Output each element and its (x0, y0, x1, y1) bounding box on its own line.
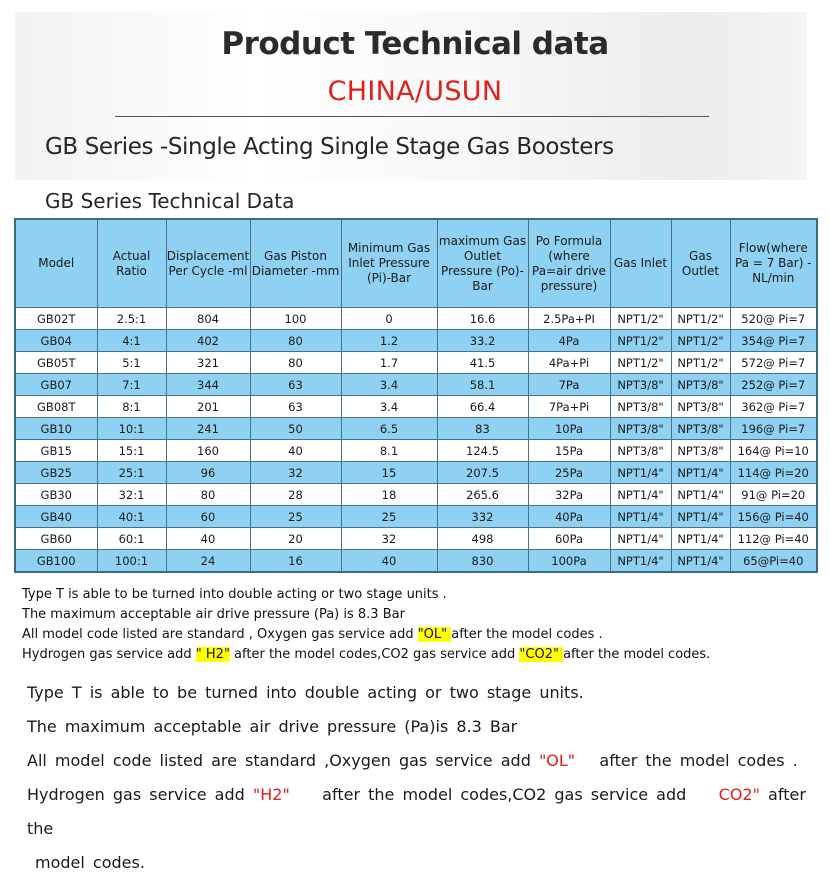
table-cell: GB07 (15, 374, 97, 396)
table-cell: 60Pa (528, 528, 610, 550)
note-text: All model code listed are standard , Oxygen gas service add (22, 627, 418, 642)
table-cell: 40:1 (97, 506, 166, 528)
table-cell: NPT3/8" (610, 374, 671, 396)
table-cell: GB25 (15, 462, 97, 484)
table-cell: 16.6 (437, 308, 528, 330)
note-text: after the model codes,CO2 gas service add (229, 647, 520, 662)
table-row (15, 550, 817, 573)
table-cell: 241 (166, 418, 250, 440)
table-cell: GB10 (15, 418, 97, 440)
table-cell: 25 (250, 506, 341, 528)
table-cell: NPT1/2" (671, 352, 730, 374)
brand-subtitle: CHINA/USUN (327, 76, 503, 107)
page-title: Product Technical data (221, 26, 609, 62)
note-text: after the model codes,CO2 gas service add (289, 785, 719, 804)
table-cell: 91@ Pi=20 (730, 484, 817, 506)
table-cell: 83 (437, 418, 528, 440)
technical-data-table (14, 218, 818, 573)
table-cell: 32:1 (97, 484, 166, 506)
table-cell: 160 (166, 440, 250, 462)
notes-large (27, 676, 817, 880)
table-cell: 252@ Pi=7 (730, 374, 817, 396)
table-cell: NPT1/4" (610, 484, 671, 506)
code-ol: "OL" (538, 751, 576, 770)
table-row (15, 352, 817, 374)
table-cell: NPT1/4" (610, 550, 671, 573)
table-cell: 63 (250, 396, 341, 418)
table-cell: GB08T (15, 396, 97, 418)
table-cell: 354@ Pi=7 (730, 330, 817, 352)
column-header: maximum Gas Outlet Pressure (Po)- Bar (437, 219, 528, 308)
table-cell: 40 (166, 528, 250, 550)
table-cell: GB15 (15, 440, 97, 462)
table-cell: NPT1/2" (610, 352, 671, 374)
table-cell: 25Pa (528, 462, 610, 484)
table-cell: 33.2 (437, 330, 528, 352)
table-cell: NPT1/2" (671, 308, 730, 330)
note-text: after the model codes . (451, 627, 603, 642)
table-heading: GB Series Technical Data (45, 189, 295, 213)
note-line (22, 645, 710, 665)
table-cell: 4:1 (97, 330, 166, 352)
table-cell: 65@Pi=40 (730, 550, 817, 573)
column-header: Flow(where Pa = 7 Bar) - NL/min (730, 219, 817, 308)
table-cell: 58.1 (437, 374, 528, 396)
note-line (22, 625, 710, 645)
table-cell: 344 (166, 374, 250, 396)
table-cell: 2.5Pa+PI (528, 308, 610, 330)
table-cell: GB05T (15, 352, 97, 374)
table-cell: 4Pa (528, 330, 610, 352)
table-row (15, 418, 817, 440)
table-cell: 41.5 (437, 352, 528, 374)
table-cell: 4Pa+Pi (528, 352, 610, 374)
table-cell: 0 (341, 308, 437, 330)
table-cell: 60:1 (97, 528, 166, 550)
table-cell: 63 (250, 374, 341, 396)
note-text: Hydrogen gas service add (27, 785, 253, 804)
table-cell: NPT3/8" (671, 418, 730, 440)
table-cell: 498 (437, 528, 528, 550)
table-cell: 40 (341, 550, 437, 573)
column-header: Gas Piston Diameter -mm (250, 219, 341, 308)
table-cell: NPT1/4" (671, 528, 730, 550)
column-header: Minimum Gas Inlet Pressure (Pi)-Bar (341, 219, 437, 308)
table-cell: 10Pa (528, 418, 610, 440)
note-line: The maximum acceptable air drive pressure (Pa)is 8.3 Bar (27, 717, 518, 736)
table-cell: 2.5:1 (97, 308, 166, 330)
table-cell: GB02T (15, 308, 97, 330)
table-cell: NPT1/2" (671, 330, 730, 352)
table-cell: NPT1/4" (610, 506, 671, 528)
table-cell: NPT1/4" (671, 506, 730, 528)
note-line (27, 778, 817, 846)
table-cell: 112@ Pi=40 (730, 528, 817, 550)
table-cell: NPT1/4" (610, 462, 671, 484)
table-cell: 32 (250, 462, 341, 484)
column-header: Displacement Per Cycle -ml (166, 219, 250, 308)
column-header: Gas Outlet (671, 219, 730, 308)
title-divider (115, 116, 709, 117)
table-cell: 96 (166, 462, 250, 484)
column-header: Actual Ratio (97, 219, 166, 308)
table-cell: 114@ Pi=20 (730, 462, 817, 484)
table-row (15, 528, 817, 550)
table-cell: NPT3/8" (671, 440, 730, 462)
table-cell: 321 (166, 352, 250, 374)
table-cell: 196@ Pi=7 (730, 418, 817, 440)
table-cell: 80 (250, 352, 341, 374)
table-cell: 402 (166, 330, 250, 352)
note-text: All model code listed are standard ,Oxygen gas service add (27, 751, 539, 770)
table-row (15, 462, 817, 484)
table-cell: 25 (341, 506, 437, 528)
table-cell: 24 (166, 550, 250, 573)
table-row (15, 506, 817, 528)
table-cell: 520@ Pi=7 (730, 308, 817, 330)
table-cell: 32 (341, 528, 437, 550)
table-row (15, 440, 817, 462)
note-text: after the model codes . (575, 751, 798, 770)
table-cell: NPT3/8" (671, 396, 730, 418)
table-cell: 40 (250, 440, 341, 462)
note-line: Type T is able to be turned into double acting or two stage units . (22, 587, 447, 602)
table-cell: NPT3/8" (610, 440, 671, 462)
note-text: Hydrogen gas service add (22, 647, 196, 662)
column-header: Gas Inlet (610, 219, 671, 308)
table-cell: 40Pa (528, 506, 610, 528)
table-header-row (15, 219, 817, 308)
table-cell: NPT1/2" (610, 330, 671, 352)
table-cell: NPT3/8" (610, 396, 671, 418)
table-cell: GB04 (15, 330, 97, 352)
table-cell: 8:1 (97, 396, 166, 418)
table-cell: NPT1/4" (671, 550, 730, 573)
table-cell: NPT1/4" (671, 484, 730, 506)
table-cell: GB60 (15, 528, 97, 550)
table-cell: 32Pa (528, 484, 610, 506)
table-cell: NPT1/4" (671, 462, 730, 484)
table-cell: 100 (250, 308, 341, 330)
table-cell: NPT1/2" (610, 308, 671, 330)
table-cell: GB100 (15, 550, 97, 573)
table-cell: 15Pa (528, 440, 610, 462)
table-cell: 201 (166, 396, 250, 418)
table-cell: 20 (250, 528, 341, 550)
table-cell: 124.5 (437, 440, 528, 462)
table-row (15, 484, 817, 506)
table-cell: 3.4 (341, 374, 437, 396)
table-cell: 207.5 (437, 462, 528, 484)
table-cell: 804 (166, 308, 250, 330)
table-cell: GB40 (15, 506, 97, 528)
table-cell: 10:1 (97, 418, 166, 440)
highlight-ol: "OL" (417, 627, 452, 642)
table-cell: 80 (250, 330, 341, 352)
note-line: The maximum acceptable air drive pressure (Pa) is 8.3 Bar (22, 607, 405, 622)
table-cell: 332 (437, 506, 528, 528)
table-cell: 1.2 (341, 330, 437, 352)
note-text: after the model codes. (563, 647, 711, 662)
table-cell: NPT3/8" (671, 374, 730, 396)
table-cell: 7Pa (528, 374, 610, 396)
table-row (15, 374, 817, 396)
table-cell: 50 (250, 418, 341, 440)
highlight-co2: "CO2" (519, 647, 564, 662)
note-line (27, 744, 817, 778)
table-cell: 156@ Pi=40 (730, 506, 817, 528)
table-cell: GB30 (15, 484, 97, 506)
table-cell: 100:1 (97, 550, 166, 573)
highlight-h2: " H2" (195, 647, 230, 662)
table-cell: 362@ Pi=7 (730, 396, 817, 418)
table-cell: 5:1 (97, 352, 166, 374)
table-cell: 7Pa+Pi (528, 396, 610, 418)
table-cell: 164@ Pi=10 (730, 440, 817, 462)
table-cell: 15 (341, 462, 437, 484)
table-cell: 6.5 (341, 418, 437, 440)
notes-small (22, 585, 710, 665)
table-cell: 100Pa (528, 550, 610, 573)
table-cell: 80 (166, 484, 250, 506)
table-cell: 66.4 (437, 396, 528, 418)
table-cell: 16 (250, 550, 341, 573)
table-cell: 15:1 (97, 440, 166, 462)
note-line: model codes. (35, 853, 145, 872)
table-row (15, 308, 817, 330)
table-row (15, 396, 817, 418)
table-cell: 572@ Pi=7 (730, 352, 817, 374)
table-cell: 28 (250, 484, 341, 506)
table-cell: 18 (341, 484, 437, 506)
note-text: after the (27, 785, 806, 838)
table-cell: 1.7 (341, 352, 437, 374)
table-cell: 7:1 (97, 374, 166, 396)
column-header: Po Formula (where Pa=air drive pressure) (528, 219, 610, 308)
table-cell: 25:1 (97, 462, 166, 484)
table-cell: 830 (437, 550, 528, 573)
table-row (15, 330, 817, 352)
code-co2: CO2" (718, 785, 760, 804)
column-header: Model (15, 219, 97, 308)
note-line: Type T is able to be turned into double acting or two stage units. (27, 683, 584, 702)
table-cell: NPT1/4" (610, 528, 671, 550)
table-cell: 8.1 (341, 440, 437, 462)
code-h2: "H2" (252, 785, 290, 804)
series-title: GB Series -Single Acting Single Stage Gas Boosters (45, 134, 614, 160)
table-cell: 3.4 (341, 396, 437, 418)
table-cell: 265.6 (437, 484, 528, 506)
table-cell: 60 (166, 506, 250, 528)
table-cell: NPT3/8" (610, 418, 671, 440)
